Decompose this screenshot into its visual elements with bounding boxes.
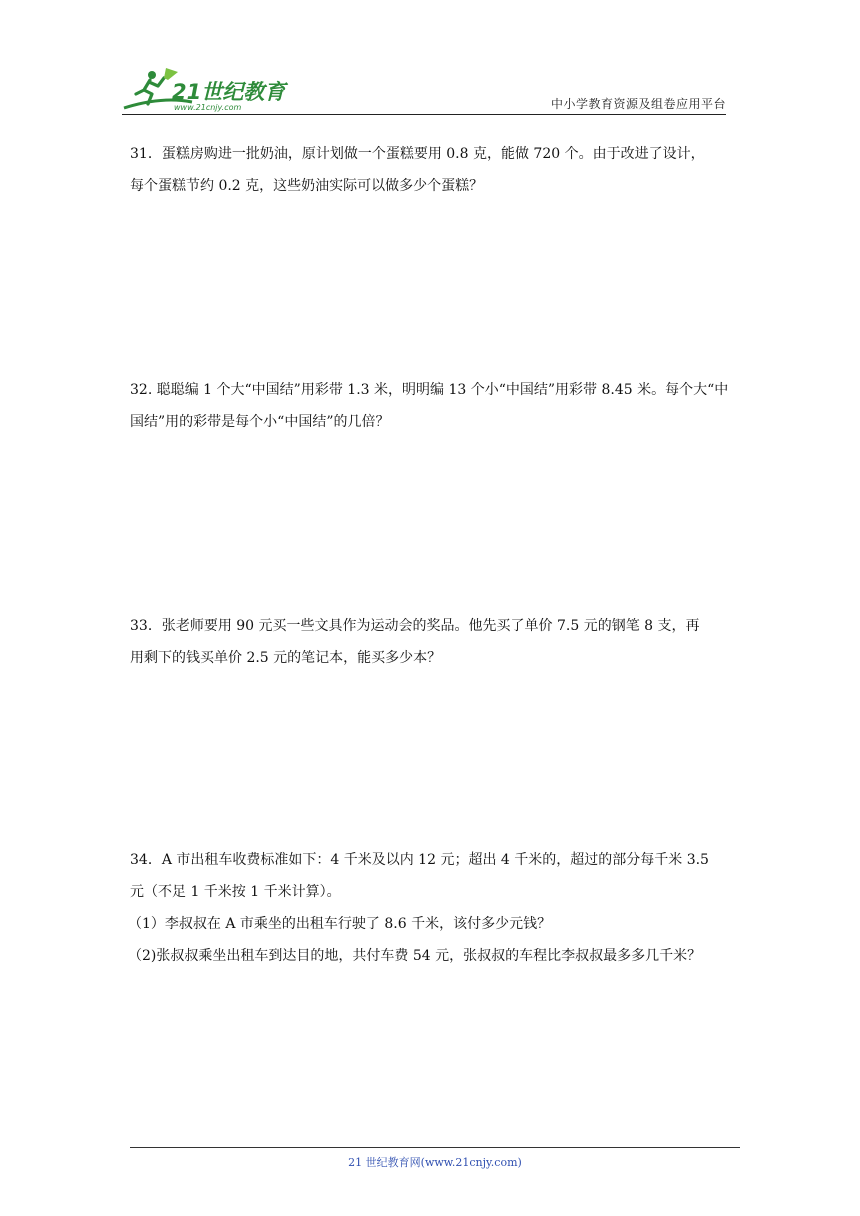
question-line: 32. 聪聪编 1 个大“中国结”用彩带 1.3 米，明明编 13 个小“中国结”用彩带 8.45 米。每个大“中	[130, 382, 729, 398]
page-header	[122, 64, 726, 116]
question-33	[130, 610, 740, 674]
question-34	[130, 844, 740, 972]
footer-divider	[130, 1147, 740, 1148]
sub-question-2: （2)张叔叔乘坐出租车到达目的地，共付车费 54 元，张叔叔的车程比李叔叔最多多几千米？	[128, 948, 702, 964]
logo-text: 21世纪教育	[172, 80, 286, 104]
platform-label: 中小学教育资源及组卷应用平台	[550, 97, 726, 111]
logo	[122, 66, 302, 112]
question-line: 国结”用的彩带是每个小“中国结”的几倍？	[130, 414, 390, 430]
footer-text: 21 世纪教育网(www.21cnjy.com)	[348, 1156, 522, 1169]
question-line: 33．张老师要用 90 元买一些文具作为运动会的奖品。他先买了单价 7.5 元的钢笔 8 支，再	[130, 618, 700, 634]
question-line: 元（不足 1 千米按 1 千米计算）。	[130, 884, 341, 900]
sub-question-1: （1）李叔叔在 A 市乘坐的出租车行驶了 8.6 千米，该付多少元钱？	[128, 916, 552, 932]
question-line: 31．蛋糕房购进一批奶油，原计划做一个蛋糕要用 0.8 克，能做 720 个。由于改进了设计，	[130, 146, 705, 162]
header-divider	[122, 114, 726, 115]
question-32	[130, 374, 740, 438]
logo-url: www.21cnjy.com	[174, 103, 242, 112]
question-line: 34．A 市出租车收费标准如下：4 千米及以内 12 元；超出 4 千米的，超过的部分每千米 3.5	[130, 852, 709, 868]
question-line: 每个蛋糕节约 0.2 克，这些奶油实际可以做多少个蛋糕？	[130, 178, 484, 194]
question-31	[130, 138, 740, 202]
question-line: 用剩下的钱买单价 2.5 元的笔记本，能买多少本？	[130, 650, 442, 666]
